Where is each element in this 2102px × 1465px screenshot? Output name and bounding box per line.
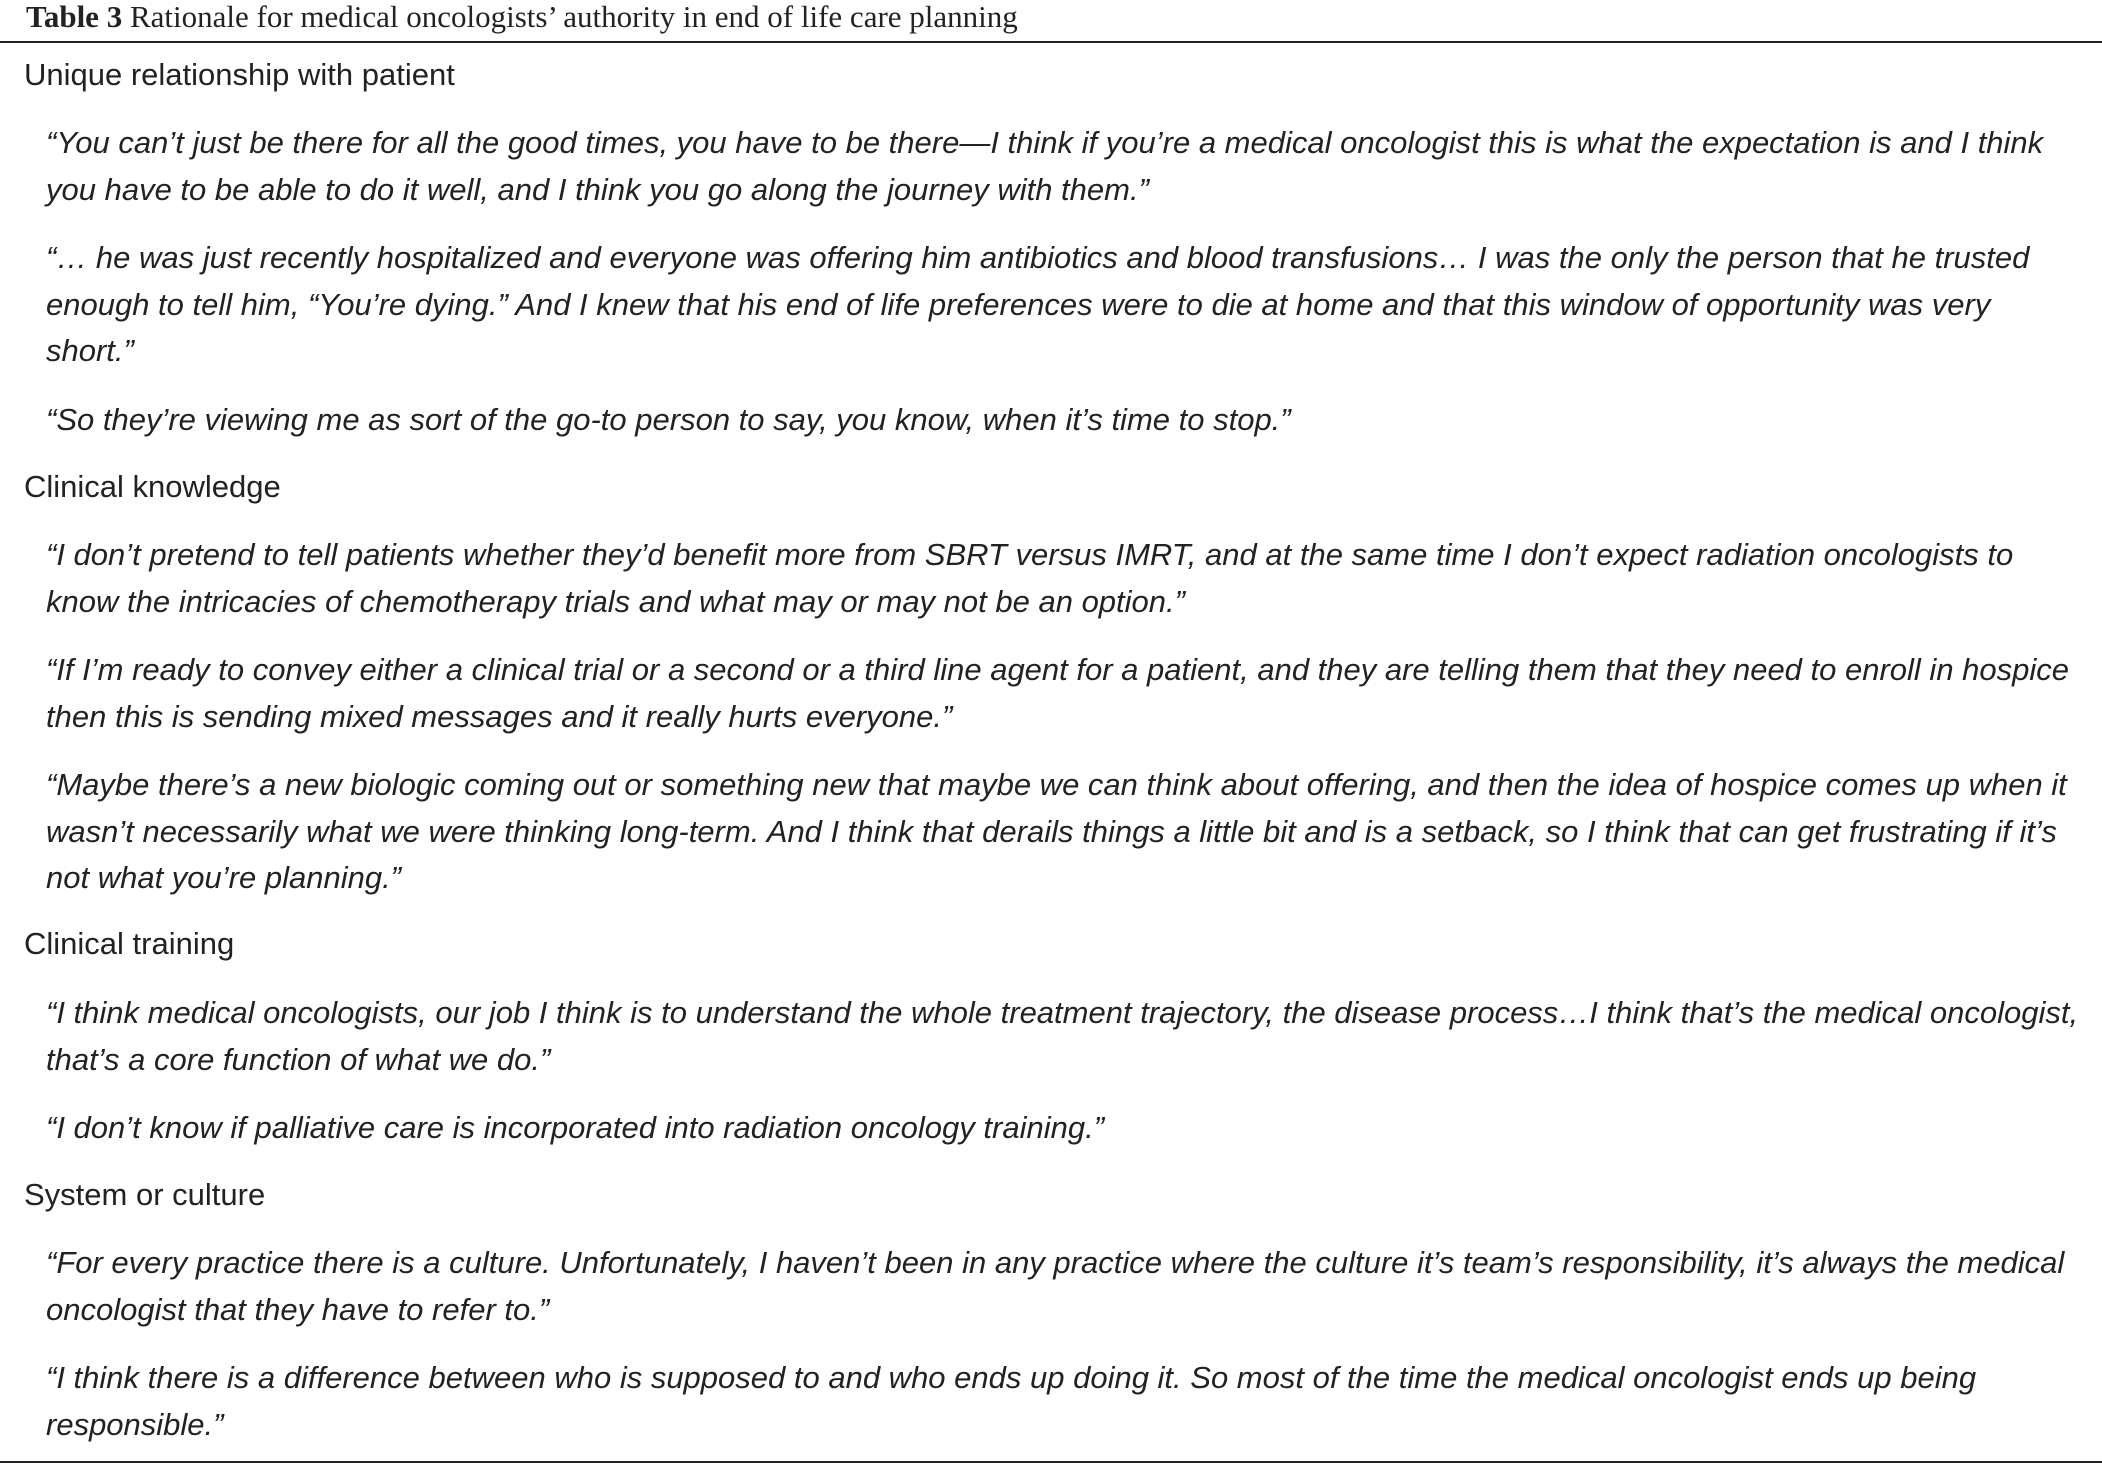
quote-unique-relationship-1: “You can’t just be there for all the good times, you have to be there—I think if you’re a medical oncologist this is what the expectation is and I think you have to be able to do it well, and I think you go along the journey with them.”: [46, 125, 2044, 207]
quote-clinical-knowledge-2: “If I’m ready to convey either a clinical trial or a second or a third line agent for a patient, and they are telling them that they need to enroll in hospice then this is sending mixed messages and it really hurts everyone.”: [46, 652, 2070, 734]
category-clinical-training: Clinical training: [24, 926, 235, 961]
quote-system-or-culture-2: “I think there is a difference between who is supposed to and who ends up doing it. So most of the time the medical oncologist ends up being responsible.”: [46, 1360, 1977, 1442]
table-body: [0, 43, 2102, 1459]
quote-clinical-training-2: “I don’t know if palliative care is incorporated into radiation oncology training.”: [46, 1110, 1105, 1145]
table-bottom-rule: [0, 1461, 2102, 1463]
category-unique-relationship: Unique relationship with patient: [24, 57, 455, 92]
quote-clinical-knowledge-3: “Maybe there’s a new biologic coming out or something new that maybe we can think about offering, and then the idea of hospice comes up when it wasn’t necessarily what we were thinking long-term. And I think that derails things a little bit and is a setback, so I think that can get frustrating if it’s not what you’re planning.”: [46, 767, 2067, 895]
quote-unique-relationship-2: “… he was just recently hospitalized and everyone was offering him antibiotics and blood transfusions… I was the only the person that he trusted enough to tell him, “You’re dying.” And I knew that his end of life preferences were to die at home and that this window of opportunity was very short.”: [46, 240, 2030, 368]
table-label: Table 3: [26, 0, 123, 34]
table-title: Rationale for medical oncologists’ authority in end of life care planning: [129, 0, 1018, 34]
category-clinical-knowledge: Clinical knowledge: [24, 469, 281, 504]
table-caption: [26, 0, 1018, 34]
quote-clinical-training-1: “I think medical oncologists, our job I think is to understand the whole treatment trajectory, the disease process…I think that’s the medical oncologist, that’s a core function of what we do.”: [46, 995, 2079, 1077]
quote-unique-relationship-3: “So they’re viewing me as sort of the go-to person to say, you know, when it’s time to stop.”: [46, 402, 1291, 437]
category-system-or-culture: System or culture: [24, 1177, 266, 1212]
quote-clinical-knowledge-1: “I don’t pretend to tell patients whether they’d benefit more from SBRT versus IMRT, and at the same time I don’t expect radiation oncologists to know the intricacies of chemotherapy trials and what may or may not be an option.”: [46, 537, 2014, 619]
quote-system-or-culture-1: “For every practice there is a culture. Unfortunately, I haven’t been in any practice where the culture it’s team’s responsibility, it’s always the medical oncologist that they have to refer to.”: [46, 1245, 2065, 1327]
